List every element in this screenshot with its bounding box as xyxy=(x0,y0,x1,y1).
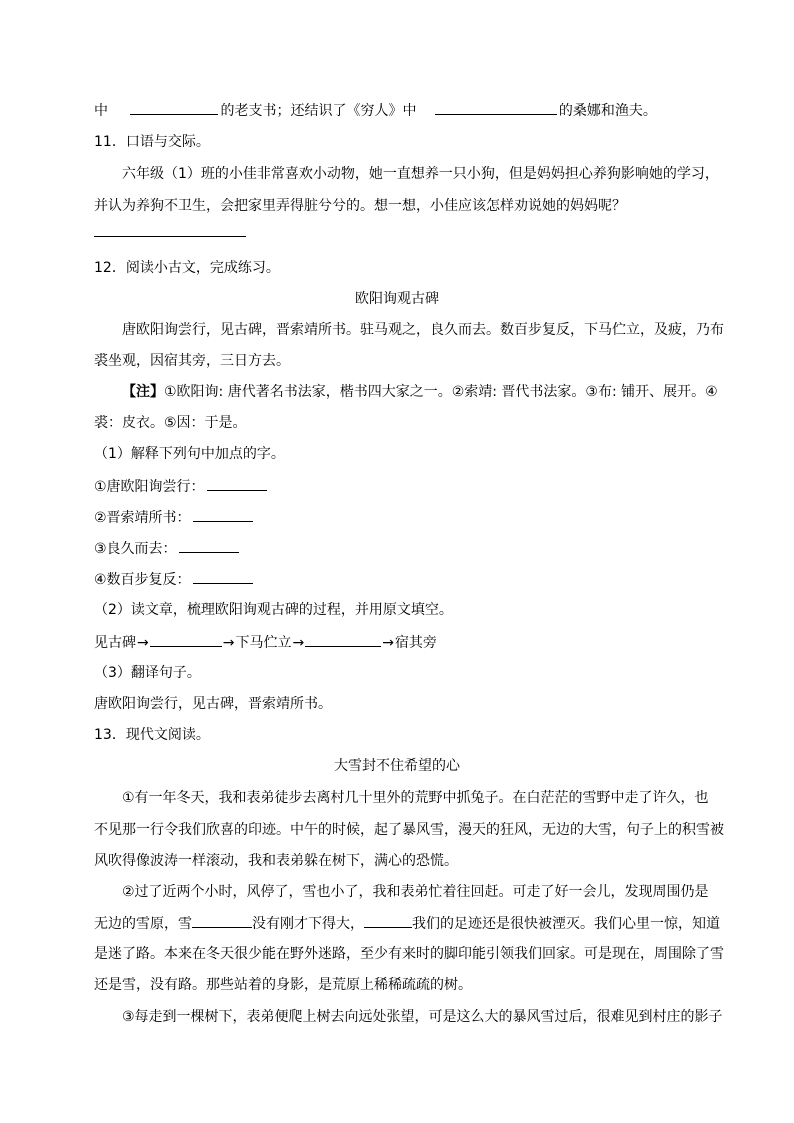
question-12-heading: 12．阅读小古文，完成练习。 xyxy=(94,260,280,276)
text: ④数百步复反： xyxy=(94,572,191,588)
flow-step: 宿其旁 xyxy=(394,635,437,651)
arrow-icon: → xyxy=(137,635,149,651)
sub-question-3: （3）翻译句子。 xyxy=(94,665,201,681)
answer-blank[interactable] xyxy=(94,222,246,237)
arrow-icon: → xyxy=(382,635,394,651)
question-13-heading: 13．现代文阅读。 xyxy=(94,727,210,743)
text: ①欧阳询: 唐代著名书法家，楷书四大家之一。②索靖: 晋代书法家。③布: 铺开、展开。④ xyxy=(164,384,718,400)
answer-line[interactable] xyxy=(94,222,246,243)
answer-blank[interactable] xyxy=(193,507,253,522)
classical-text: 唐欧阳询尝行，见古碑，晋索靖所书。驻马观之，良久而去。数百步复反，下马伫立，及疲，乃布 xyxy=(122,322,724,338)
answer-blank[interactable] xyxy=(130,100,218,115)
flow-step: 下马伫立 xyxy=(235,635,292,651)
sub-item xyxy=(94,569,255,590)
answer-blank[interactable] xyxy=(150,632,222,647)
question-11-paragraph: 六年级（1）班的小佳非常喜欢小动物，她一直想养一只小狗，但是妈妈担心养狗影响她的学习， xyxy=(122,166,719,182)
answer-blank[interactable] xyxy=(179,538,239,553)
passage-line: 还是雪，没有路。那些站着的身影，是荒原上稀稀疏疏的树。 xyxy=(94,977,472,993)
passage-line: 是迷了路。本来在冬天很少能在野外迷路，至少有来时的脚印能引领我们回家。可是现在，周围除了雪 xyxy=(94,946,724,962)
sentence-to-translate: 唐欧阳询尝行，见古碑，晋索靖所书。 xyxy=(94,696,332,712)
arrow-icon: → xyxy=(222,635,235,651)
passage-line xyxy=(94,913,720,934)
answer-blank[interactable] xyxy=(305,632,381,647)
sub-question-2: （2）读文章，梳理欧阳询观古碑的过程，并用原文填空。 xyxy=(94,602,453,618)
top-line xyxy=(94,100,657,121)
passage-line: 风吹得像波涛一样滚动，我和表弟躲在树下，满心的恐慌。 xyxy=(94,853,458,869)
text: 的桑娜和渔夫。 xyxy=(558,103,657,119)
text: 中 xyxy=(94,103,108,119)
passage-line: ②过了近两个小时，风停了，雪也小了，我和表弟忙着往回赶。可走了好一会儿，发现周围仍是 xyxy=(122,884,709,900)
answer-blank[interactable] xyxy=(435,100,557,115)
text: ①唐欧阳询尝行： xyxy=(94,479,205,495)
text: ②晋索靖所书： xyxy=(94,510,191,526)
text: ③良久而去： xyxy=(94,541,177,557)
flow-step: 见古碑 xyxy=(94,635,136,651)
answer-blank[interactable] xyxy=(193,569,253,584)
question-11-heading: 11．口语与交际。 xyxy=(94,134,210,150)
sub-question-1: （1）解释下列句中加点的字。 xyxy=(94,446,285,462)
passage-line: ①有一年冬天，我和表弟徒步去离村几十里外的荒野中抓兔子。在白茫茫的雪野中走了许久，也 xyxy=(122,790,709,806)
sub-item xyxy=(94,507,255,528)
passage-line: 不见那一行令我们欣喜的印迹。中午的时候，起了暴风雪，漫天的狂风，无边的大雪，句子上的积雪被 xyxy=(94,822,724,838)
note-line: 裘：皮衣。⑤因：于是。 xyxy=(94,415,247,431)
text: 无边的雪原，雪 xyxy=(94,916,192,932)
answer-blank[interactable] xyxy=(364,913,412,928)
text: 的老支书；还结识了《穷人》中 xyxy=(220,103,417,119)
sub-item xyxy=(94,476,269,497)
passage-title: 大雪封不住希望的心 xyxy=(334,758,460,774)
note-label: 【注】 xyxy=(122,384,164,400)
note-line xyxy=(122,382,718,402)
text: 我们的足迹还是很快被湮灭。我们心里一惊，知道 xyxy=(412,916,720,932)
process-flow xyxy=(94,632,437,653)
answer-blank[interactable] xyxy=(207,476,267,491)
sub-item xyxy=(94,538,241,559)
question-11-paragraph: 并认为养狗不卫生，会把家里弄得脏兮兮的。想一想，小佳应该怎样劝说她的妈妈呢？ xyxy=(94,198,626,214)
passage-line: ③每走到一棵树下，表弟便爬上树去向远处张望，可是这么大的暴风雪过后，很难见到村庄的影子 xyxy=(122,1009,723,1025)
answer-blank[interactable] xyxy=(192,913,252,928)
classical-text: 裘坐观，因宿其旁，三日方去。 xyxy=(94,353,290,369)
passage-title: 欧阳询观古碑 xyxy=(355,291,439,307)
arrow-icon: → xyxy=(292,635,305,651)
text: 没有刚才下得大， xyxy=(252,916,364,932)
